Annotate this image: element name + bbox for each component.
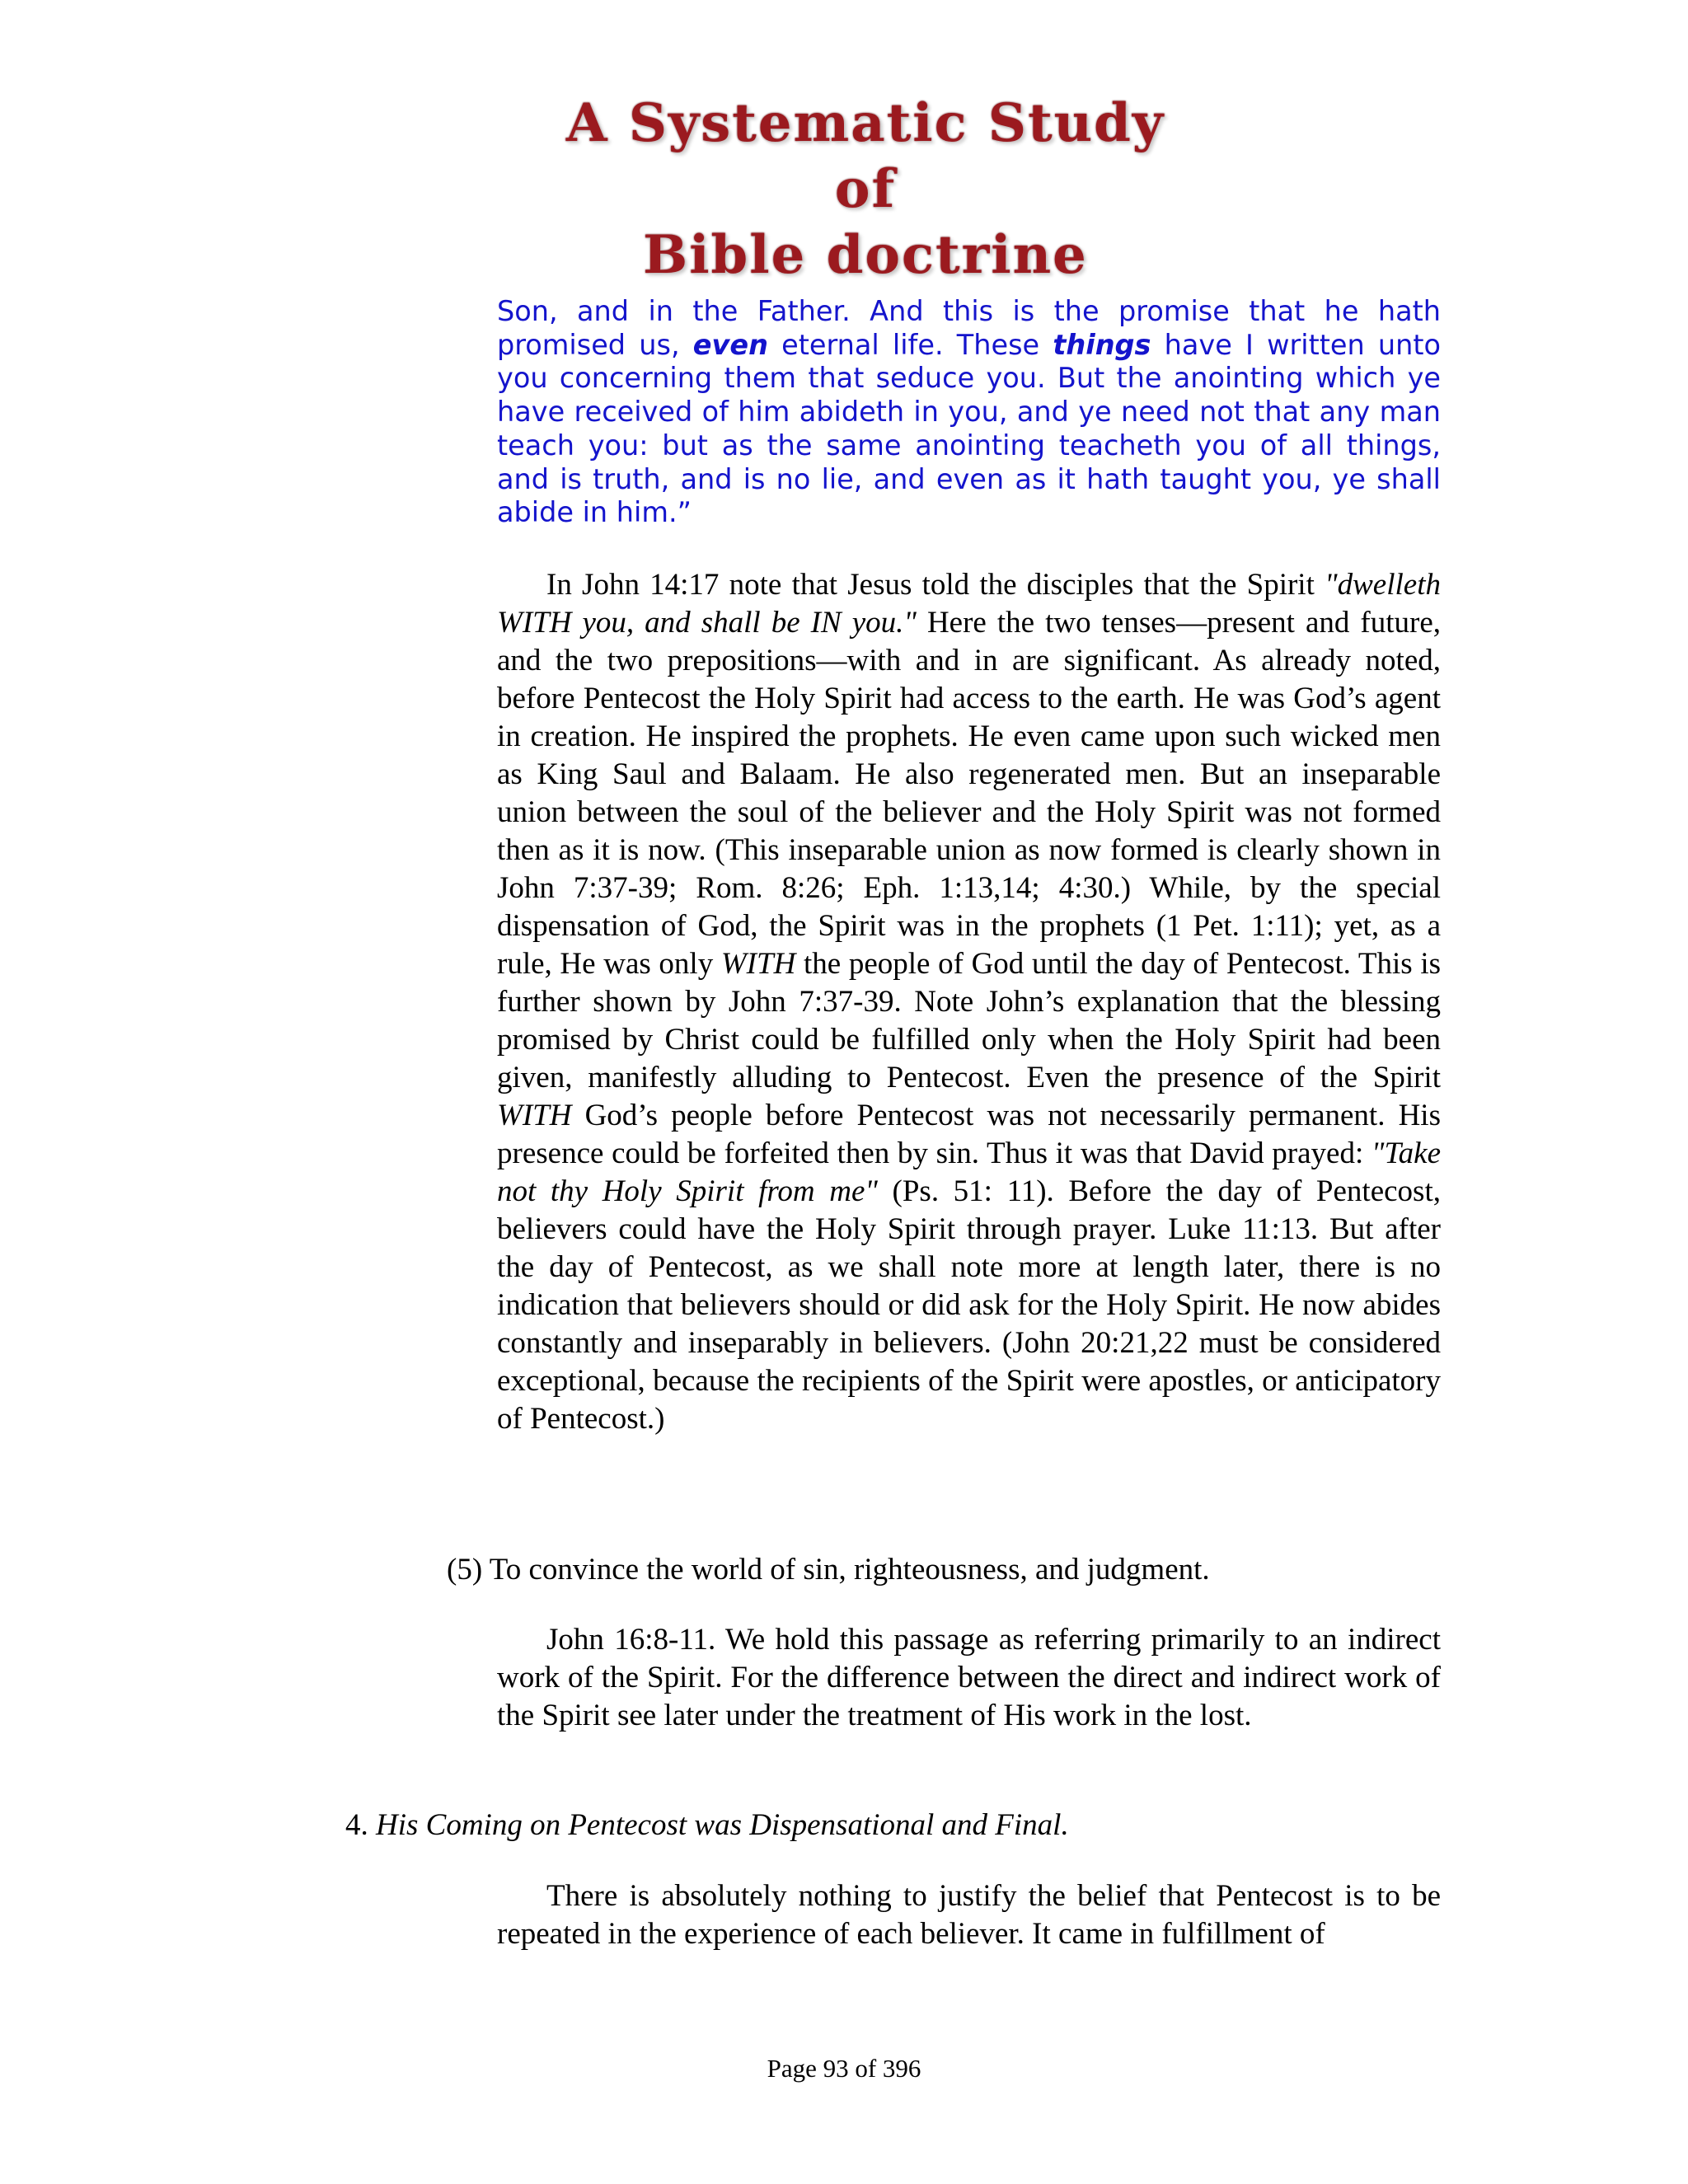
paragraph-text: the people of God until the day of Pentecost. This is further shown by John 7:37-39. Note John’s explanation that the blessing promised by Christ could be fulfilled only when the Holy Spirit had been given, manifestly alluding to Pentecost. Even the presence of the Spirit (497, 947, 1441, 1094)
paragraph-text: (Ps. 51: 11). Before the day of Pentecost, believers could have the Holy Spirit through prayer. Luke 11:13. But after the day of Pentecost, as we shall note more at length later, there is no indication that believers should or did ask for the Holy Spirit. He now abides constantly and inseparably in believers. (John 20:21,22 must be considered exceptional, because the recipients of the Spirit were apostles, or anticipatory of Pentecost.) (497, 1174, 1441, 1436)
paragraph-text: In John 14:17 note that Jesus told the disciples that the Spirit (546, 568, 1325, 602)
page-number: Page 93 of 396 (767, 2054, 921, 2083)
quote-text: Son, and in the Father. And this is the promise that he hath promised us, (497, 295, 1441, 361)
scripture-quote (497, 295, 1441, 530)
section-heading (345, 1807, 1069, 1844)
heading-title: His Coming on Pentecost was Dispensational and Final. (376, 1808, 1069, 1842)
italic-word: WITH (497, 1099, 572, 1132)
quote-text: have I written unto you concerning them that seduce you. But the anointing which ye have received of him abideth in you, and ye need not that any man teach you: but as the same anointing teacheth you of all things, and is truth, and is no lie, and even as it hath taught you, ye shall abide in him.” (497, 328, 1442, 529)
paragraph-text: God’s people before Pentecost was not necessarily permanent. His presence could be forfeited then by sin. Thus it was that David prayed: (497, 1099, 1441, 1170)
logo-line-2: Bible doctrine (643, 224, 1088, 286)
italic-quote: "Take not thy Holy Spirit from me" (497, 1137, 1441, 1208)
italic-quote: "dwelleth WITH you, and shall be IN you." (497, 568, 1441, 640)
heading-number: 4. (345, 1808, 376, 1842)
italic-word: WITH (720, 947, 796, 981)
paragraph-text: Here the two tenses—present and future, and the two prepositions—with and in are significant. As already noted, before Pentecost the Holy Spirit had access to the earth. He was God’s agent in creation. He inspired the prophets. He even came upon such wicked men as King Saul and Balaam. He also regenerated men. But an inseparable union between the soul of the believer and the Holy Spirit was not formed then as it is now. (This inseparable union as now formed is clearly shown in John 7:37-39; Rom. 8:26; Eph. 1:13,14; 4:30.) While, by the special dispensation of God, the Spirit was in the prophets (1 Pet. 1:11); yet, as a rule, He was only (497, 606, 1442, 981)
body-paragraph: John 16:8-11. We hold this passage as referring primarily to an indirect work of the Spirit. For the difference between the direct and indirect work of the Spirit see later under the treatment of His work in the lost. (497, 1623, 1441, 1732)
quote-text: eternal life. These (767, 328, 1053, 361)
logo-line-1: A Systematic Study of (565, 92, 1165, 220)
body-paragraph (497, 566, 1441, 1438)
quote-emphasis: things (1053, 328, 1151, 361)
header-logo (560, 91, 1170, 286)
quote-emphasis: even (692, 328, 768, 361)
body-paragraph: There is absolutely nothing to justify the belief that Pentecost is to be repeated in the experience of each believer. It came in fulfillment of (497, 1879, 1441, 1951)
list-item-5: (5) To convince the world of sin, righteousness, and judgment. (447, 1553, 1210, 1586)
